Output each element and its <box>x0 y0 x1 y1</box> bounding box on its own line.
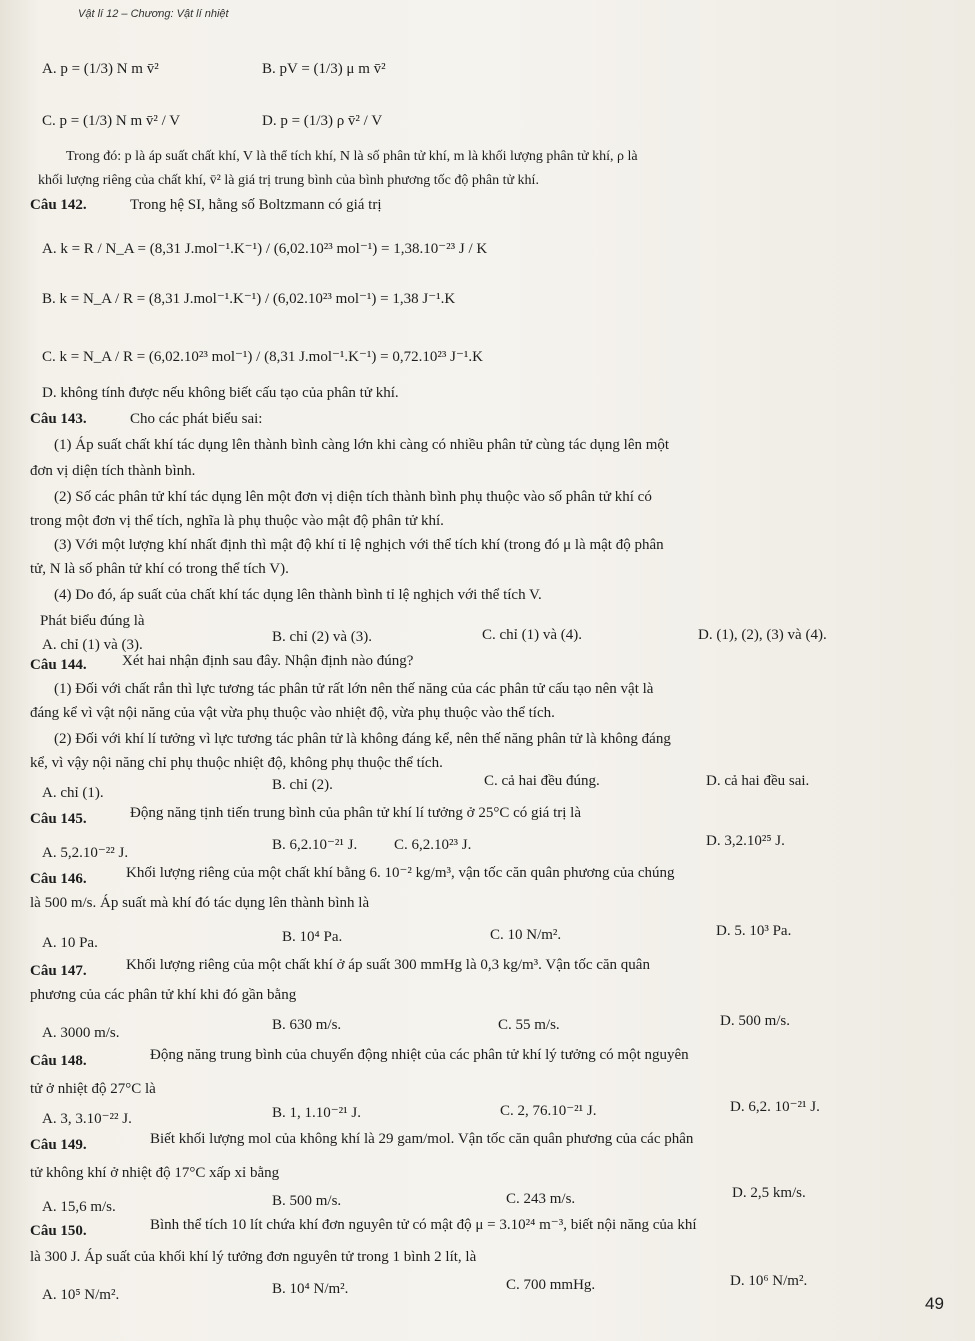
q147-text: Khối lượng riêng của một chất khí ở áp suất 300 mmHg là 0,3 kg/m³. Vận tốc căn quân <box>126 957 650 973</box>
q145-option-b: B. 6,2.10⁻²¹ J. <box>272 837 358 853</box>
q147-option-c: C. 55 m/s. <box>498 1017 560 1033</box>
q146-option-b: B. 10⁴ Pa. <box>282 929 343 945</box>
q145-option-a: A. 5,2.10⁻²² J. <box>42 845 129 861</box>
q147-heading: Câu 147. <box>30 963 87 979</box>
q148-text: Động năng trung bình của chuyển động nhiệt của các phân tử khí lý tưởng có một nguyên <box>150 1047 689 1063</box>
q146-heading: Câu 146. <box>30 871 87 887</box>
q148-option-b: B. 1, 1.10⁻²¹ J. <box>272 1105 362 1121</box>
q150-option-d: D. 10⁶ N/m². <box>730 1273 808 1289</box>
q143-line8: Phát biểu đúng là <box>40 613 145 629</box>
q143-line5: (3) Với một lượng khí nhất định thì mật độ khí tỉ lệ nghịch với thể tích khí (trong đó μ là mật độ phân <box>54 537 664 553</box>
q147-option-a: A. 3000 m/s. <box>42 1025 120 1041</box>
q142-option-c: C. k = N_A / R = (6,02.10²³ mol⁻¹) / (8,31 J.mol⁻¹.K⁻¹) = 0,72.10²³ J⁻¹.K <box>42 349 483 365</box>
q146-option-a: A. 10 Pa. <box>42 935 98 951</box>
q143-option-a: A. chỉ (1) và (3). <box>42 637 143 653</box>
q148-option-d: D. 6,2. 10⁻²¹ J. <box>730 1099 820 1115</box>
q146-option-c: C. 10 N/m². <box>490 927 562 943</box>
q149-option-d: D. 2,5 km/s. <box>732 1185 806 1201</box>
q150-text: Bình thể tích 10 lít chứa khí đơn nguyên tử có mật độ μ = 3.10²⁴ m⁻³, biết nội năng của khí <box>150 1217 697 1233</box>
q147-line2: phương của các phân tử khí khi đó gần bằng <box>30 987 297 1003</box>
q143-line7: (4) Do đó, áp suất của chất khí tác dụng lên thành bình tỉ lệ nghịch với thể tích V. <box>54 587 542 603</box>
q148-line2: tử ở nhiệt độ 27°C là <box>30 1081 156 1097</box>
q143-line1: (1) Áp suất chất khí tác dụng lên thành bình càng lớn khi càng có nhiều phân tử cùng tác dụng lên một <box>54 437 670 453</box>
q142-option-a: A. k = R / N_A = (8,31 J.mol⁻¹.K⁻¹) / (6,02.10²³ mol⁻¹) = 1,38.10⁻²³ J / K <box>42 241 488 257</box>
q144-option-c: C. cả hai đều đúng. <box>484 773 600 789</box>
q145-option-c: C. 6,2.10²³ J. <box>394 837 472 853</box>
q149-option-c: C. 243 m/s. <box>506 1191 576 1207</box>
q149-text: Biết khối lượng mol của không khí là 29 gam/mol. Vận tốc căn quân phương của các phân <box>150 1131 694 1147</box>
q150-option-b: B. 10⁴ N/m². <box>272 1281 349 1297</box>
q147-option-b: B. 630 m/s. <box>272 1017 342 1033</box>
q142-text: Trong hệ SI, hằng số Boltzmann có giá trị <box>130 197 382 213</box>
q144-line2: đáng kể vì vật nội năng của vật vừa phụ thuộc vào nhiệt độ, vừa phụ thuộc vào thể tích. <box>30 705 555 721</box>
q146-option-d: D. 5. 10³ Pa. <box>716 923 792 939</box>
q146-line2: là 500 m/s. Áp suất mà khí đó tác dụng lên thành bình là <box>30 895 370 911</box>
q145-option-d: D. 3,2.10²⁵ J. <box>706 833 785 849</box>
q150-line2: là 300 J. Áp suất của khối khí lý tưởng đơn nguyên tử trong 1 bình 2 lít, là <box>30 1249 477 1265</box>
q146-text: Khối lượng riêng của một chất khí bằng 6. 10⁻² kg/m³, vận tốc căn quân phương của chúng <box>126 865 675 881</box>
q149-line2: tử không khí ở nhiệt độ 17°C xấp xỉ bằng <box>30 1165 280 1181</box>
q150-option-a: A. 10⁵ N/m². <box>42 1287 120 1303</box>
q143-line2: đơn vị diện tích thành bình. <box>30 463 196 479</box>
page-header: Vật lí 12 – Chương: Vật lí nhiệt <box>78 8 229 20</box>
q149-heading: Câu 149. <box>30 1137 87 1153</box>
q149-option-b: B. 500 m/s. <box>272 1193 342 1209</box>
q141-option-d: D. p = (1/3) ρ v̄² / V <box>262 113 383 129</box>
q144-option-d: D. cả hai đều sai. <box>706 773 810 789</box>
q145-heading: Câu 145. <box>30 811 87 827</box>
q143-text: Cho các phát biểu sai: <box>130 411 263 427</box>
q142-option-d: D. không tính được nếu không biết cấu tạo của phân tử khí. <box>42 385 399 401</box>
q144-line3: (2) Đối với khí lí tưởng vì lực tương tác phân tử là không đáng kể, nên thế năng phân tử là không đáng <box>54 731 671 747</box>
q141-note-line2: khối lượng riêng của chất khí, v̄² là giá trị trung bình của bình phương tốc độ phân tử khí. <box>38 173 539 188</box>
q144-option-b: B. chỉ (2). <box>272 777 333 793</box>
q141-option-b: B. pV = (1/3) μ m v̄² <box>262 61 386 77</box>
q143-line4: trong một đơn vị thể tích, nghĩa là phụ thuộc vào mật độ phân tử khí. <box>30 513 444 529</box>
q141-option-c: C. p = (1/3) N m v̄² / V <box>42 113 181 129</box>
q145-text: Động năng tịnh tiến trung bình của phân tử khí lí tưởng ở 25°C có giá trị là <box>130 805 581 821</box>
q143-option-c: C. chỉ (1) và (4). <box>482 627 582 643</box>
q144-option-a: A. chỉ (1). <box>42 785 104 801</box>
q150-heading: Câu 150. <box>30 1223 87 1239</box>
page-number: 49 <box>925 1294 944 1313</box>
q143-option-d: D. (1), (2), (3) và (4). <box>698 627 827 643</box>
q147-option-d: D. 500 m/s. <box>720 1013 791 1029</box>
q143-line3: (2) Số các phân tử khí tác dụng lên một đơn vị diện tích thành bình phụ thuộc vào số phân tử khí có <box>54 489 652 505</box>
q143-option-b: B. chỉ (2) và (3). <box>272 629 372 645</box>
q143-line6: tử, N là số phân tử khí có trong thể tích V). <box>30 561 289 577</box>
q142-option-b: B. k = N_A / R = (8,31 J.mol⁻¹.K⁻¹) / (6,02.10²³ mol⁻¹) = 1,38 J⁻¹.K <box>42 291 456 307</box>
q144-line1: (1) Đối với chất rắn thì lực tương tác phân tử rất lớn nên thế năng của các phân tử cấu tạo nên vật là <box>54 681 654 697</box>
q144-heading: Câu 144. <box>30 657 87 673</box>
q143-heading: Câu 143. <box>30 411 87 427</box>
q148-option-a: A. 3, 3.10⁻²² J. <box>42 1111 132 1127</box>
q149-option-a: A. 15,6 m/s. <box>42 1199 116 1215</box>
q148-heading: Câu 148. <box>30 1053 87 1069</box>
q150-option-c: C. 700 mmHg. <box>506 1277 596 1293</box>
q144-line4: kể, vì vậy nội năng chỉ phụ thuộc nhiệt độ, không phụ thuộc thể tích. <box>30 755 443 771</box>
q144-text: Xét hai nhận định sau đây. Nhận định nào đúng? <box>122 653 414 669</box>
q142-heading: Câu 142. <box>30 197 87 213</box>
q148-option-c: C. 2, 76.10⁻²¹ J. <box>500 1103 597 1119</box>
q141-note-line1: Trong đó: p là áp suất chất khí, V là thể tích khí, N là số phân tử khí, m là khối lượng phân tử khí, ρ là <box>66 149 638 164</box>
q141-option-a: A. p = (1/3) N m v̄² <box>42 61 159 77</box>
